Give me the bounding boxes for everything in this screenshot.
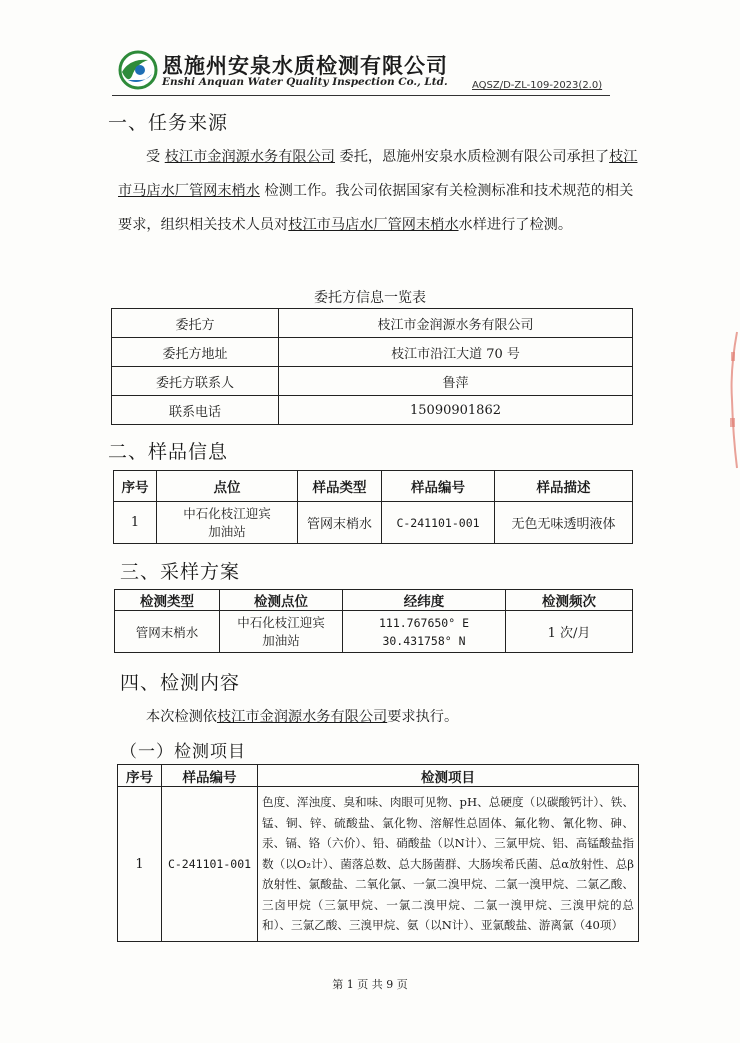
para-text: 检测工作。我公司依据国家有关检测标准和技术规范的相关要求，组织相关技术人员对 (118, 183, 634, 233)
col-header: 序号 (118, 765, 162, 787)
client-table-caption: 委托方信息一览表 (314, 290, 426, 306)
seal-stamp-fragment (728, 330, 738, 470)
table-row (112, 309, 633, 338)
client-info-table (111, 308, 633, 425)
sample-name-underlined: 枝江市马店水厂管网末梢水 (288, 217, 459, 233)
col-header: 样品类型 (298, 471, 382, 502)
company-name-cn: 恩施州安泉水质检测有限公司 (162, 53, 448, 78)
row-label: 委托方 (112, 309, 279, 338)
col-header: 样品编号 (382, 471, 495, 502)
cell-test-items: 色度、浑浊度、臭和味、肉眼可见物、pH、总硬度（以碳酸钙计）、铁、锰、铜、锌、硫酸盐、氯化物、溶解性总固体、氟化物、氰化物、砷、汞、镉、铬（六价）、铅、硝酸盐（以N计）、三氯甲烷、铝、高锰酸盐指数（以O₂计）、菌落总数、总大肠菌群、大肠埃希氏菌、总α放射性、总β放射性、氯酸盐、二氧化氯、一氯二溴甲烷、二氯一溴甲烷、二氯乙酸、三卤甲烷（三氯甲烷、一氯二溴甲烷、二氯一溴甲烷、三溴甲烷的总和）、三氯乙酸、三溴甲烷、氨（以N计）、亚氯酸盐、游离氯（40项） (258, 787, 639, 942)
col-header: 检测频次 (506, 590, 633, 611)
sample-info-table (113, 470, 633, 544)
table-header-row (115, 590, 633, 611)
table-row (112, 367, 633, 396)
company-name-en: Enshi Anquan Water Quality Inspection Co., Ltd. (162, 76, 448, 88)
col-header: 检测项目 (258, 765, 639, 787)
site-line: 中石化枝江迎宾 (183, 505, 271, 521)
section1-title: 一、任务来源 (108, 112, 229, 134)
cell-site (157, 502, 298, 544)
para-text: 本次检测依 (146, 709, 217, 725)
col-header: 检测类型 (115, 590, 220, 611)
col-header: 检测点位 (220, 590, 343, 611)
section2-title: 二、样品信息 (108, 441, 229, 463)
site-line: 加油站 (262, 632, 300, 648)
cell-type: 管网末梢水 (298, 502, 382, 544)
para-text: 委托，恩施州安泉水质检测有限公司承担了 (339, 149, 610, 165)
col-header: 样品编号 (162, 765, 258, 787)
col-header: 序号 (114, 471, 157, 502)
table-header-row (118, 765, 639, 787)
para-text: 水样进行了检测。 (458, 217, 573, 233)
table-row (112, 338, 633, 367)
cell-type: 管网末梢水 (115, 611, 220, 653)
subsection-title: （一）检测项目 (120, 742, 246, 762)
company-logo-icon (118, 50, 158, 90)
section4-title: 四、检测内容 (120, 672, 241, 694)
row-value: 枝江市沿江大道 70 号 (279, 338, 633, 367)
client-name-underlined: 枝江市金润源水务有限公司 (164, 149, 335, 165)
para-text: 要求执行。 (387, 709, 459, 725)
cell-frequency: 1 次/月 (506, 611, 633, 653)
cell-desc: 无色无味透明液体 (495, 502, 633, 544)
para-text: 受 (146, 149, 161, 165)
row-value: 15090901862 (279, 396, 633, 425)
document-code: AQSZ/D-ZL-109-2023(2.0) (472, 80, 603, 91)
section4-paragraph (118, 700, 640, 734)
cell-code: C-241101-001 (382, 502, 495, 544)
cell-no: 1 (118, 787, 162, 942)
cell-code: C-241101-001 (162, 787, 258, 942)
cell-no: 1 (114, 502, 157, 544)
section1-paragraph (118, 140, 640, 242)
table-header-row (114, 471, 633, 502)
test-items-table (117, 764, 639, 942)
table-row (118, 787, 639, 942)
header-divider (112, 95, 610, 96)
site-line: 加油站 (208, 523, 246, 539)
section3-title: 三、采样方案 (120, 561, 241, 583)
project-name-underlined: 枝江市马店水厂管网末梢水 (118, 149, 638, 199)
site-line: 中石化枝江迎宾 (237, 614, 325, 630)
page-number: 第 1 页 共 9 页 (332, 978, 408, 991)
table-row (112, 396, 633, 425)
col-header: 样品描述 (495, 471, 633, 502)
table-row (115, 611, 633, 653)
sampling-plan-table (114, 589, 633, 653)
cell-site (220, 611, 343, 653)
latitude: 30.431758° N (382, 633, 466, 648)
longitude: 111.767650° E (378, 615, 469, 630)
cell-coords (343, 611, 506, 653)
col-header: 经纬度 (343, 590, 506, 611)
row-value: 枝江市金润源水务有限公司 (279, 309, 633, 338)
row-value: 鲁萍 (279, 367, 633, 396)
row-label: 联系电话 (112, 396, 279, 425)
col-header: 点位 (157, 471, 298, 502)
table-row (114, 502, 633, 544)
row-label: 委托方联系人 (112, 367, 279, 396)
client-name-underlined: 枝江市金润源水务有限公司 (216, 709, 388, 725)
row-label: 委托方地址 (112, 338, 279, 367)
